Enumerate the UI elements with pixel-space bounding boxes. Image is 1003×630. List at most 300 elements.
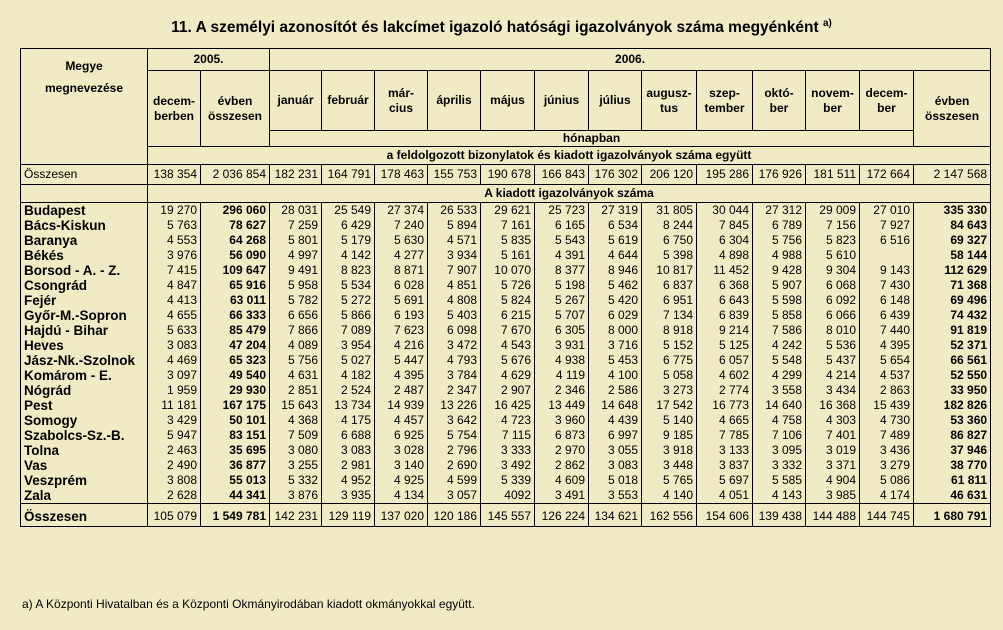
data-table [20, 48, 991, 527]
col-total-2005: évben összesen [201, 71, 270, 147]
table-row [21, 368, 991, 383]
cell-value: 27 319 [589, 203, 642, 219]
cell-value: 5 534 [322, 278, 375, 293]
cell-value: 47 204 [201, 338, 270, 353]
cell-value: 3 083 [589, 458, 642, 473]
cell-value: 58 144 [914, 248, 991, 263]
county-name: Békés [21, 248, 148, 263]
cell-value: 8 823 [322, 263, 375, 278]
cell-value: 29 930 [201, 383, 270, 398]
cell-value: 4 730 [860, 413, 914, 428]
cell-value: 5 707 [535, 308, 589, 323]
table-row [21, 458, 991, 473]
cell-value: 5 027 [322, 353, 375, 368]
cell-value: 3 492 [481, 458, 535, 473]
cell-value: 3 837 [697, 458, 753, 473]
county-name: Összesen [21, 165, 148, 185]
cell-value: 91 819 [914, 323, 991, 338]
cell-value: 6 148 [860, 293, 914, 308]
cell-value: 7 240 [375, 218, 428, 233]
county-header: Megye megnevezése [21, 49, 148, 165]
cell-value: 3 095 [753, 443, 806, 458]
cell-value: 4 174 [860, 488, 914, 504]
cell-value: 178 463 [375, 165, 428, 185]
cell-value: 4 368 [270, 413, 322, 428]
col-dec-2005: decem- berben [148, 71, 201, 147]
table-row [21, 203, 991, 219]
cell-value: 335 330 [914, 203, 991, 219]
cell-value: 6 750 [642, 233, 697, 248]
cell-value: 3 055 [589, 443, 642, 458]
cell-value: 11 452 [697, 263, 753, 278]
table-row [21, 443, 991, 458]
cell-value: 38 770 [914, 458, 991, 473]
cell-value: 4 242 [753, 338, 806, 353]
cell-value: 1 680 791 [914, 504, 991, 527]
col-month-7: július [589, 71, 642, 131]
cell-value: 7 415 [148, 263, 201, 278]
cell-value: 6 688 [322, 428, 375, 443]
cell-value: 3 784 [428, 368, 481, 383]
cell-value: 145 557 [481, 504, 535, 527]
cell-value: 14 648 [589, 398, 642, 413]
cell-value: 5 398 [642, 248, 697, 263]
cell-value: 66 561 [914, 353, 991, 368]
cell-value: 5 140 [642, 413, 697, 428]
cell-value: 9 428 [753, 263, 806, 278]
cell-value: 105 079 [148, 504, 201, 527]
cell-value: 3 808 [148, 473, 201, 488]
cell-value: 46 631 [914, 488, 991, 504]
cell-value: 4 100 [589, 368, 642, 383]
cell-value: 4 553 [148, 233, 201, 248]
cell-value: 4 629 [481, 368, 535, 383]
cell-value: 109 647 [201, 263, 270, 278]
cell-value: 78 627 [201, 218, 270, 233]
cell-value: 8 244 [642, 218, 697, 233]
cell-value: 139 438 [753, 504, 806, 527]
table-row [21, 308, 991, 323]
cell-value: 2 774 [697, 383, 753, 398]
cell-value: 182 826 [914, 398, 991, 413]
cell-value: 4 457 [375, 413, 428, 428]
col-month-1: január [270, 71, 322, 131]
cell-value: 7 489 [860, 428, 914, 443]
cell-value: 17 542 [642, 398, 697, 413]
cell-value: 137 020 [375, 504, 428, 527]
cell-value: 6 873 [535, 428, 589, 443]
cell-value: 5 447 [375, 353, 428, 368]
cell-value: 3 097 [148, 368, 201, 383]
cell-value: 4 609 [535, 473, 589, 488]
col-total-2006: évben összesen [914, 71, 991, 147]
cell-value: 6 775 [642, 353, 697, 368]
county-name: Bács-Kiskun [21, 218, 148, 233]
cell-value: 3 019 [806, 443, 860, 458]
cell-value: 3 960 [535, 413, 589, 428]
cell-value: 5 858 [753, 308, 806, 323]
cell-value: 15 439 [860, 398, 914, 413]
county-name: Tolna [21, 443, 148, 458]
cell-value: 6 925 [375, 428, 428, 443]
county-name: Hajdú - Bihar [21, 323, 148, 338]
cell-value: 3 954 [322, 338, 375, 353]
cell-value: 2 970 [535, 443, 589, 458]
cell-value: 3 332 [753, 458, 806, 473]
col-month-3: már- cius [375, 71, 428, 131]
footnote: a) A Központi Hivatalban és a Központi Okmányirodában kiadott okmányokkal együtt. [22, 597, 475, 611]
cell-value: 6 789 [753, 218, 806, 233]
cell-value: 4 925 [375, 473, 428, 488]
cell-value: 4 571 [428, 233, 481, 248]
cell-value: 134 621 [589, 504, 642, 527]
cell-value: 176 926 [753, 165, 806, 185]
cell-value: 2 690 [428, 458, 481, 473]
cell-value: 5 018 [589, 473, 642, 488]
cell-value: 5 947 [148, 428, 201, 443]
cell-value: 5 754 [428, 428, 481, 443]
cell-value: 7 401 [806, 428, 860, 443]
cell-value: 142 231 [270, 504, 322, 527]
cell-value: 4 216 [375, 338, 428, 353]
cell-value: 4 599 [428, 473, 481, 488]
cell-value: 7 156 [806, 218, 860, 233]
cell-value: 3 279 [860, 458, 914, 473]
cell-value: 296 060 [201, 203, 270, 219]
cell-value: 50 101 [201, 413, 270, 428]
cell-value: 5 958 [270, 278, 322, 293]
county-name: Baranya [21, 233, 148, 248]
cell-value: 4 851 [428, 278, 481, 293]
cell-value: 3 434 [806, 383, 860, 398]
cell-value: 195 286 [697, 165, 753, 185]
table-row [21, 278, 991, 293]
cell-value: 3 083 [322, 443, 375, 458]
cell-value: 190 678 [481, 165, 535, 185]
cell-value: 4 723 [481, 413, 535, 428]
cell-value: 5 585 [753, 473, 806, 488]
cell-value: 5 420 [589, 293, 642, 308]
cell-value: 30 044 [697, 203, 753, 219]
cell-value: 2 490 [148, 458, 201, 473]
cell-value: 4 808 [428, 293, 481, 308]
cell-value: 144 745 [860, 504, 914, 527]
cell-value: 4 537 [860, 368, 914, 383]
table-row [21, 398, 991, 413]
cell-value: 3 448 [642, 458, 697, 473]
cell-value: 6 656 [270, 308, 322, 323]
title-footnote-mark: a) [822, 18, 832, 29]
cell-value: 2 347 [428, 383, 481, 398]
cell-value: 6 439 [860, 308, 914, 323]
cell-value: 176 302 [589, 165, 642, 185]
col-month-10: októ- ber [753, 71, 806, 131]
cell-value: 4 631 [270, 368, 322, 383]
cell-value: 61 811 [914, 473, 991, 488]
title-text: 11. A személyi azonosítót és lakcímet igazoló hatósági igazolványok száma megyénként [171, 19, 819, 37]
cell-value: 84 643 [914, 218, 991, 233]
county-name: Somogy [21, 413, 148, 428]
cell-value: 6 098 [428, 323, 481, 338]
cell-value: 29 009 [806, 203, 860, 219]
cell-value: 5 691 [375, 293, 428, 308]
cell-value: 6 429 [322, 218, 375, 233]
cell-value: 6 092 [806, 293, 860, 308]
cell-value: 27 312 [753, 203, 806, 219]
cell-value: 26 533 [428, 203, 481, 219]
cell-value: 5 619 [589, 233, 642, 248]
cell-value: 2 863 [860, 383, 914, 398]
cell-value: 6 305 [535, 323, 589, 338]
cell-value: 4 904 [806, 473, 860, 488]
cell-value: 4 391 [535, 248, 589, 263]
cell-value: 2 851 [270, 383, 322, 398]
table-row [21, 473, 991, 488]
county-name: Veszprém [21, 473, 148, 488]
total-top-row [21, 165, 991, 185]
cell-value: 6 643 [697, 293, 753, 308]
table-row [21, 413, 991, 428]
cell-value: 4 277 [375, 248, 428, 263]
cell-value: 3 333 [481, 443, 535, 458]
cell-value: 5 267 [535, 293, 589, 308]
cell-value: 5 272 [322, 293, 375, 308]
cell-value: 4 644 [589, 248, 642, 263]
cell-value: 53 360 [914, 413, 991, 428]
cell-value: 3 429 [148, 413, 201, 428]
cell-value: 3 716 [589, 338, 642, 353]
cell-value: 172 664 [860, 165, 914, 185]
cell-value: 15 643 [270, 398, 322, 413]
cell-value: 69 496 [914, 293, 991, 308]
cell-value: 5 630 [375, 233, 428, 248]
cell-value: 5 676 [481, 353, 535, 368]
cell-value: 112 629 [914, 263, 991, 278]
cell-value: 7 089 [322, 323, 375, 338]
table-row [21, 353, 991, 368]
cell-value: 4 299 [753, 368, 806, 383]
cell-value: 3 642 [428, 413, 481, 428]
cell-value: 3 934 [428, 248, 481, 263]
cell-value: 4 952 [322, 473, 375, 488]
cell-value: 5 697 [697, 473, 753, 488]
cell-value: 4 214 [806, 368, 860, 383]
cell-value: 4 395 [375, 368, 428, 383]
cell-value: 6 951 [642, 293, 697, 308]
cell-value: 3 083 [148, 338, 201, 353]
cell-value: 3 028 [375, 443, 428, 458]
cell-value: 5 332 [270, 473, 322, 488]
cell-value: 6 534 [589, 218, 642, 233]
cell-value: 4 997 [270, 248, 322, 263]
cell-value: 5 437 [806, 353, 860, 368]
cell-value: 3 140 [375, 458, 428, 473]
cell-value: 4 051 [697, 488, 753, 504]
cell-value: 138 354 [148, 165, 201, 185]
cell-value: 2 981 [322, 458, 375, 473]
county-name: Pest [21, 398, 148, 413]
cell-value: 3 935 [322, 488, 375, 504]
year-2006-header: 2006. [270, 49, 991, 71]
cell-value: 5 835 [481, 233, 535, 248]
cell-value: 65 916 [201, 278, 270, 293]
county-name: Jász-Nk.-Szolnok [21, 353, 148, 368]
cell-value: 27 374 [375, 203, 428, 219]
cell-value: 7 440 [860, 323, 914, 338]
county-name: Heves [21, 338, 148, 353]
cell-value: 19 270 [148, 203, 201, 219]
cell-value: 7 785 [697, 428, 753, 443]
county-name: Zala [21, 488, 148, 504]
cell-value: 6 068 [806, 278, 860, 293]
cell-value: 16 425 [481, 398, 535, 413]
cell-value: 4 988 [753, 248, 806, 263]
cell-value: 2 862 [535, 458, 589, 473]
cell-value: 4 665 [697, 413, 753, 428]
cell-value: 2 586 [589, 383, 642, 398]
col-month-12: decem- ber [860, 71, 914, 131]
cell-value: 4 140 [642, 488, 697, 504]
cell-value: 4 543 [481, 338, 535, 353]
cell-value: 7 670 [481, 323, 535, 338]
cell-value: 5 403 [428, 308, 481, 323]
cell-value: 3 976 [148, 248, 201, 263]
cell-value: 6 029 [589, 308, 642, 323]
county-name: Komárom - E. [21, 368, 148, 383]
cell-value: 13 449 [535, 398, 589, 413]
col-month-5: május [481, 71, 535, 131]
cell-value: 6 028 [375, 278, 428, 293]
cell-value: 4 439 [589, 413, 642, 428]
cell-value: 6 368 [697, 278, 753, 293]
cell-value: 5 543 [535, 233, 589, 248]
cell-value: 2 463 [148, 443, 201, 458]
cell-value: 7 430 [860, 278, 914, 293]
section1-label: a feldolgozott bizonylatok és kiadott igazolványok száma együtt [148, 147, 991, 165]
county-name: Borsod - A. - Z. [21, 263, 148, 278]
cell-value: 1 959 [148, 383, 201, 398]
cell-value: 6 165 [535, 218, 589, 233]
cell-value: 5 462 [589, 278, 642, 293]
cell-value: 3 985 [806, 488, 860, 504]
cell-value: 9 491 [270, 263, 322, 278]
cell-value: 4 175 [322, 413, 375, 428]
honapban-label: hónapban [270, 131, 914, 147]
cell-value: 2 796 [428, 443, 481, 458]
cell-value: 4 142 [322, 248, 375, 263]
cell-value: 7 115 [481, 428, 535, 443]
cell-value: 3 371 [806, 458, 860, 473]
cell-value: 85 479 [201, 323, 270, 338]
cell-value: 7 106 [753, 428, 806, 443]
col-month-2: február [322, 71, 375, 131]
table-row [21, 428, 991, 443]
cell-value: 27 010 [860, 203, 914, 219]
cell-value: 2 628 [148, 488, 201, 504]
county-name: Budapest [21, 203, 148, 219]
cell-value: 69 327 [914, 233, 991, 248]
cell-value: 2 147 568 [914, 165, 991, 185]
cell-value: 154 606 [697, 504, 753, 527]
total-bottom-row [21, 504, 991, 527]
table-row [21, 248, 991, 263]
cell-value: 4 119 [535, 368, 589, 383]
cell-value: 5 548 [753, 353, 806, 368]
cell-value: 6 516 [860, 233, 914, 248]
county-name: Győr-M.-Sopron [21, 308, 148, 323]
table-row [21, 218, 991, 233]
section2-label: A kiadott igazolványok száma [148, 185, 991, 203]
table-row [21, 263, 991, 278]
cell-value: 4 758 [753, 413, 806, 428]
cell-value [860, 248, 914, 263]
cell-value: 3 133 [697, 443, 753, 458]
cell-value: 2 907 [481, 383, 535, 398]
cell-value: 13 226 [428, 398, 481, 413]
cell-value: 8 000 [589, 323, 642, 338]
table-row [21, 383, 991, 398]
cell-value: 3 436 [860, 443, 914, 458]
cell-value: 6 839 [697, 308, 753, 323]
cell-value: 120 186 [428, 504, 481, 527]
cell-value: 5 198 [535, 278, 589, 293]
cell-value: 25 549 [322, 203, 375, 219]
cell-value: 9 214 [697, 323, 753, 338]
cell-value: 4 602 [697, 368, 753, 383]
cell-value: 9 185 [642, 428, 697, 443]
cell-value: 4 089 [270, 338, 322, 353]
county-name: Fejér [21, 293, 148, 308]
cell-value: 5 633 [148, 323, 201, 338]
cell-value: 37 946 [914, 443, 991, 458]
cell-value: 65 323 [201, 353, 270, 368]
cell-value: 3 255 [270, 458, 322, 473]
cell-value: 8 946 [589, 263, 642, 278]
cell-value: 3 472 [428, 338, 481, 353]
cell-value: 3 057 [428, 488, 481, 504]
cell-value: 9 143 [860, 263, 914, 278]
cell-value: 7 907 [428, 263, 481, 278]
cell-value: 166 843 [535, 165, 589, 185]
cell-value: 49 540 [201, 368, 270, 383]
table-row [21, 488, 991, 504]
cell-value: 4 898 [697, 248, 753, 263]
cell-value: 5 824 [481, 293, 535, 308]
cell-value: 7 134 [642, 308, 697, 323]
cell-value: 3 918 [642, 443, 697, 458]
cell-value: 6 304 [697, 233, 753, 248]
cell-value: 4 847 [148, 278, 201, 293]
cell-value: 4 413 [148, 293, 201, 308]
col-month-6: június [535, 71, 589, 131]
cell-value: 3 553 [589, 488, 642, 504]
cell-value: 33 950 [914, 383, 991, 398]
cell-value: 5 763 [148, 218, 201, 233]
cell-value: 7 259 [270, 218, 322, 233]
page-title [0, 18, 1003, 37]
col-month-8: augusz- tus [642, 71, 697, 131]
cell-value: 5 179 [322, 233, 375, 248]
county-name: Nógrád [21, 383, 148, 398]
cell-value: 5 782 [270, 293, 322, 308]
cell-value: 7 509 [270, 428, 322, 443]
cell-value: 5 726 [481, 278, 535, 293]
col-month-9: szep- tember [697, 71, 753, 131]
cell-value: 129 119 [322, 504, 375, 527]
cell-value: 16 773 [697, 398, 753, 413]
cell-value: 14 939 [375, 398, 428, 413]
cell-value: 6 997 [589, 428, 642, 443]
